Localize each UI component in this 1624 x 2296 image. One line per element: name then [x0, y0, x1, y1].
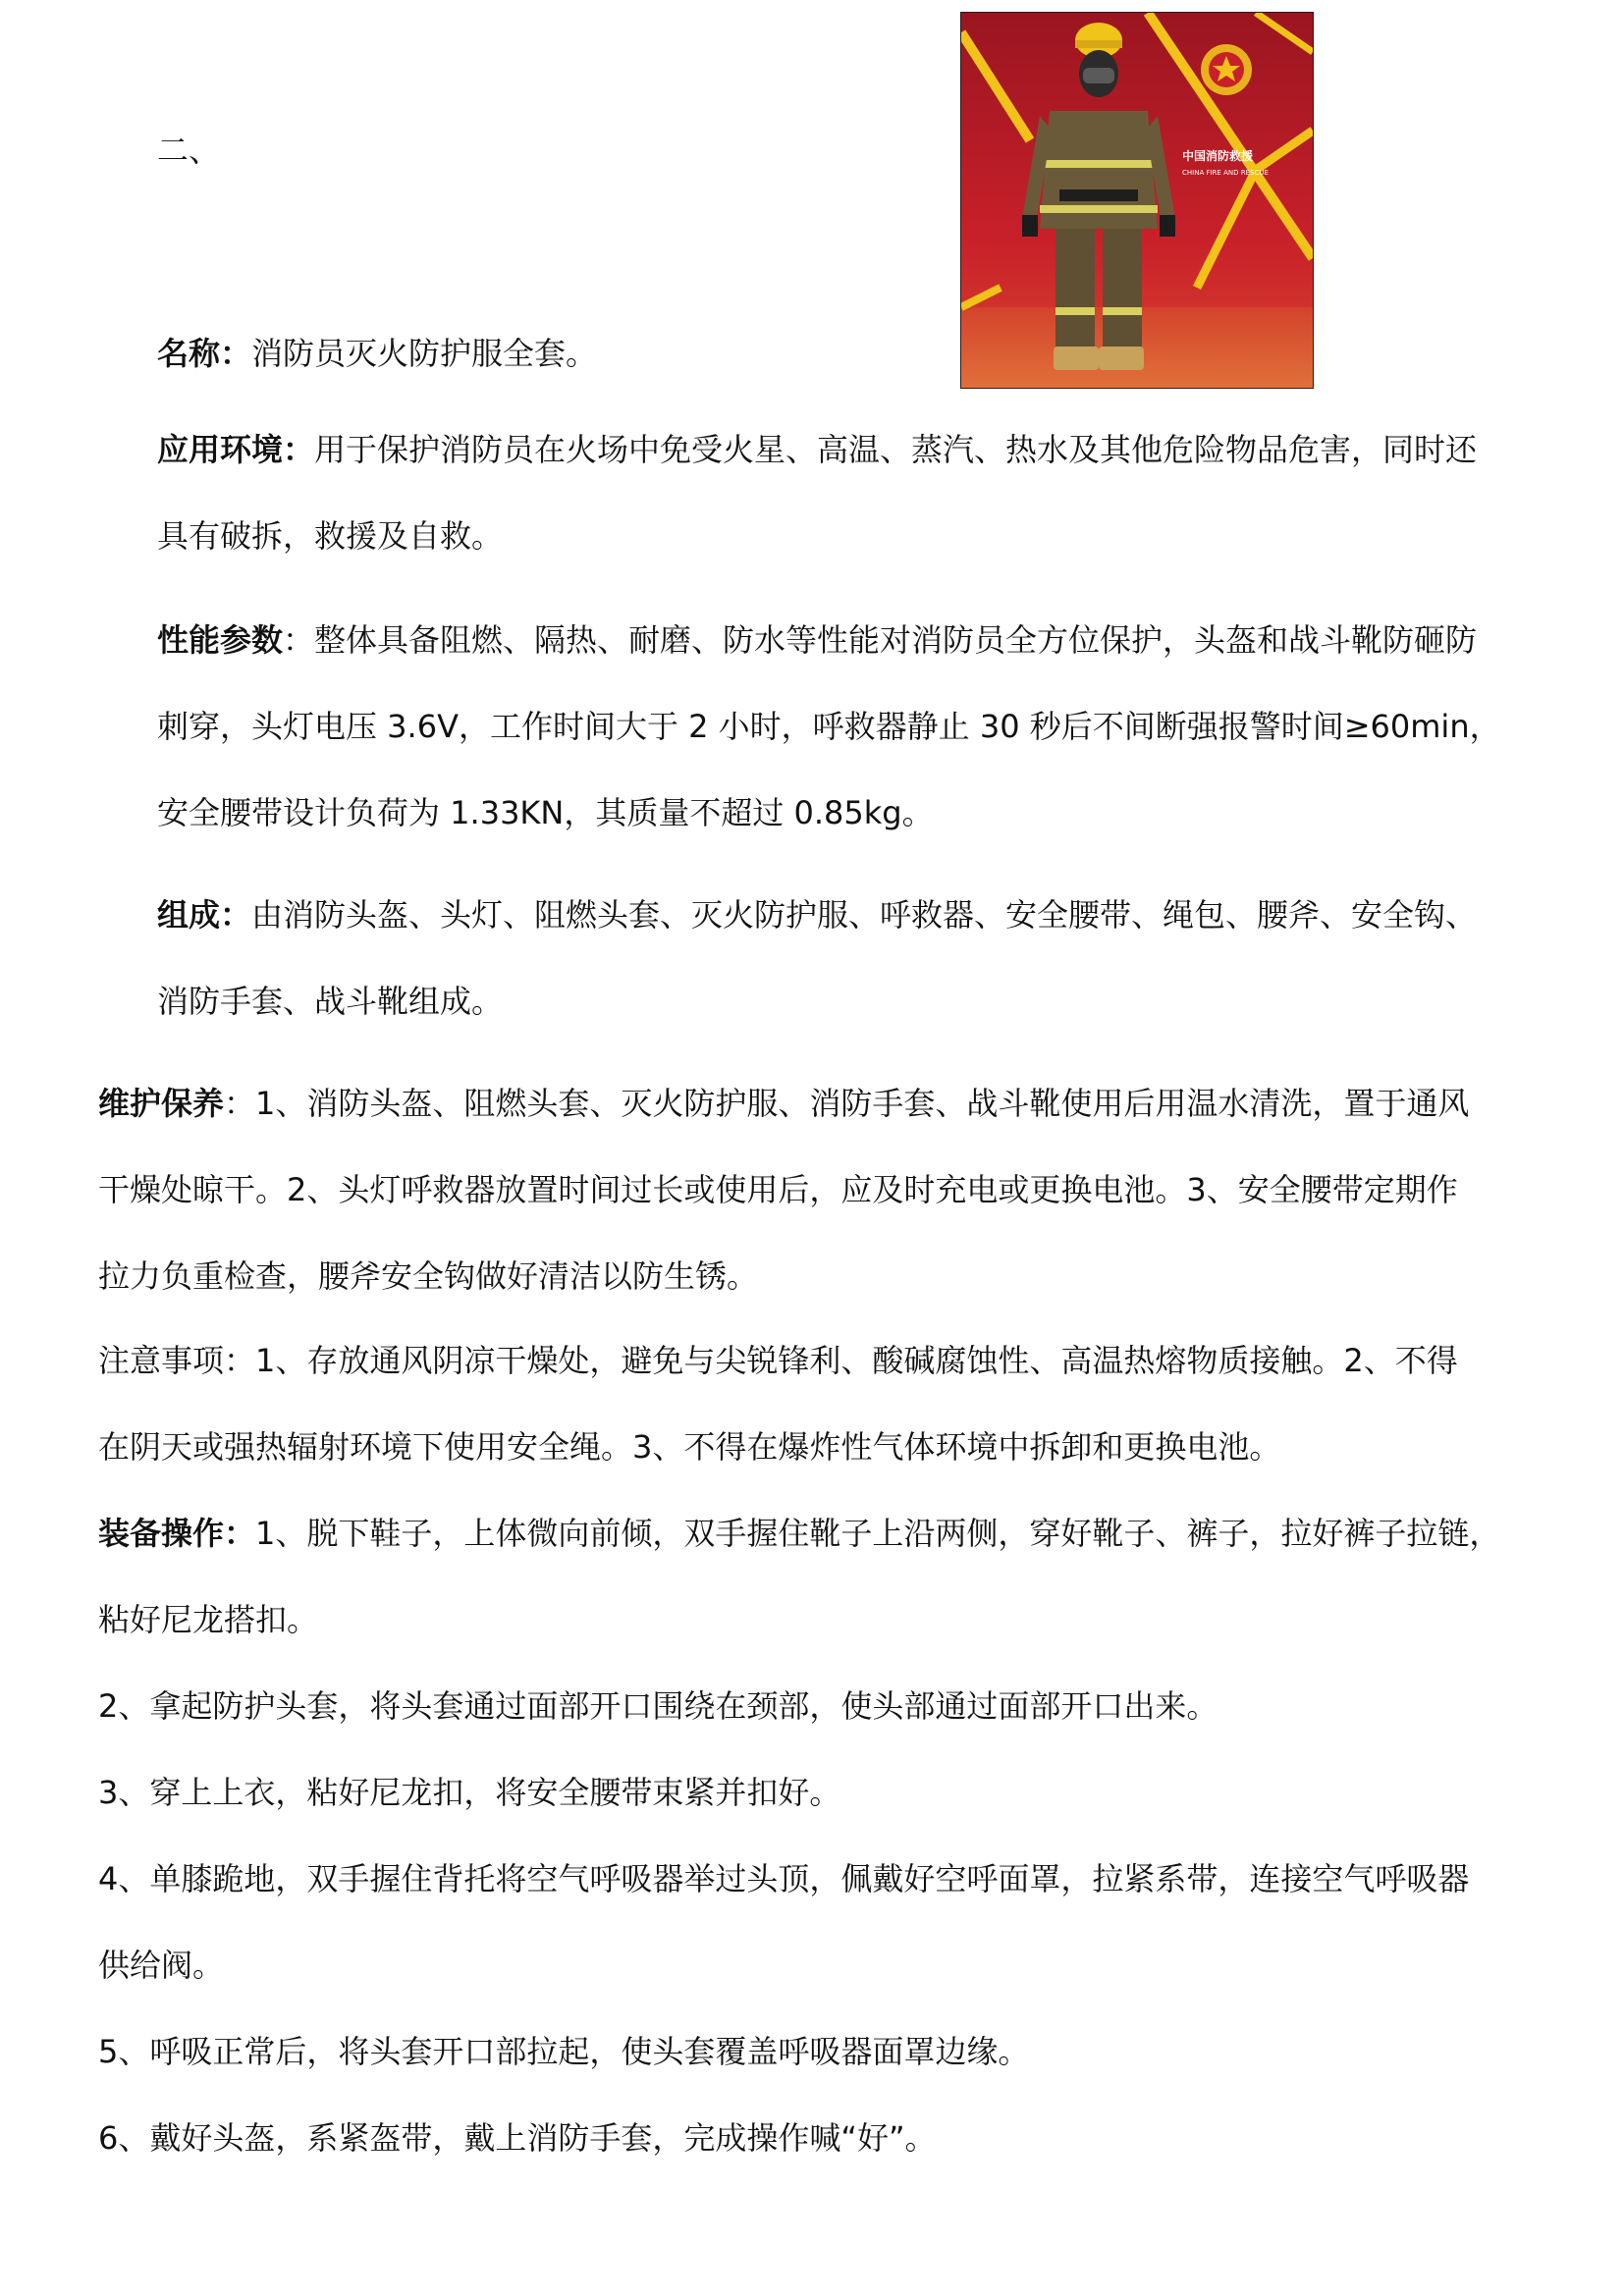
performance-text-line: 刺穿，头灯电压 3.6V，工作时间大于 2 小时，呼救器静止 30 秒后不间断强报警时间≥60min， — [157, 708, 1501, 745]
operation-step-2: 2、拿起防护头套，将头套通过面部开口围绕在颈部，使头部通过面部开口出来。 — [98, 1687, 1218, 1725]
performance-paragraph — [157, 597, 1542, 856]
operation-label: 装备操作： — [98, 1515, 256, 1552]
fire-rescue-emblem — [1201, 44, 1252, 95]
emblem-text-cn: 中国消防救援 — [1182, 149, 1254, 163]
operation-step-line: 粘好尼龙搭扣。 — [98, 1601, 319, 1638]
operation-step-line: 1、脱下鞋子，上体微向前倾，双手握住靴子上沿两侧，穿好靴子、裤子，拉好裤子拉链， — [255, 1515, 1501, 1552]
environment-text-line: 用于保护消防员在火场中免受火星、高温、蒸汽、热水及其他危险物品危害，同时还 — [314, 431, 1478, 468]
maintenance-label: 维护保养 — [98, 1085, 225, 1122]
name-label: 名称： — [157, 335, 252, 372]
name-paragraph — [157, 310, 1542, 397]
maintenance-text-line: 拉力负重检查，腰斧安全钩做好清洁以防生锈。 — [98, 1257, 759, 1295]
precautions-text-line: 在阴天或强热辐射环境下使用安全绳。3、不得在爆炸性气体环境中拆卸和更换电池。 — [98, 1428, 1281, 1466]
maintenance-paragraph — [98, 1060, 1542, 1319]
maintenance-text-line: 干燥处晾干。2、头灯呼救器放置时间过长或使用后，应及时充电或更换电池。3、安全腰带定期作 — [98, 1171, 1458, 1208]
operation-step-5: 5、呼吸正常后，将头套开口部拉起，使头套覆盖呼吸器面罩边缘。 — [98, 2033, 1030, 2070]
composition-text-line: 由消防头盔、头灯、阻燃头套、灭火防护服、呼救器、安全腰带、绳包、腰斧、安全钩、 — [251, 896, 1478, 934]
operation-step-4-cont: 供给阀。 — [98, 1947, 225, 1984]
performance-text-line: ：整体具备阻燃、隔热、耐磨、防水等性能对消防员全方位保护，头盔和战斗靴防砸防 — [283, 621, 1478, 659]
performance-text-line: 安全腰带设计负荷为 1.33KN，其质量不超过 0.85kg。 — [157, 794, 934, 831]
precautions-text-line: 注意事项：1、存放通风阴凉干燥处，避免与尖锐锋利、酸碱腐蚀性、高温热熔物质接触。2、不得 — [98, 1342, 1458, 1379]
performance-label: 性能参数 — [157, 621, 284, 659]
name-text: 消防员灭火防护服全套。 — [251, 335, 598, 372]
operation-step-4: 4、单膝跪地，双手握住背托将空气呼吸器举过头顶，佩戴好空呼面罩，拉紧系带，连接空气呼吸器 — [98, 1860, 1470, 1897]
composition-paragraph — [157, 872, 1542, 1044]
operation-step-3: 3、穿上上衣，粘好尼龙扣，将安全腰带束紧并扣好。 — [98, 1774, 841, 1811]
operation-paragraph — [98, 1490, 1542, 2181]
environment-paragraph — [157, 406, 1542, 579]
maintenance-text-line: ：1、消防头盔、阻燃头套、灭火防护服、消防手套、战斗靴使用后用温水清洗，置于通风 — [224, 1085, 1470, 1122]
environment-label: 应用环境： — [157, 431, 315, 468]
section-number: 二、 — [157, 132, 221, 169]
environment-text-line: 具有破拆，救援及自救。 — [157, 517, 504, 555]
precautions-paragraph — [98, 1317, 1542, 1490]
composition-label: 组成： — [157, 896, 252, 934]
composition-text-line: 消防手套、战斗靴组成。 — [157, 983, 504, 1020]
operation-step-6: 6、戴好头盔，系紧盔带，戴上消防手套，完成操作喊“好”。 — [98, 2119, 937, 2157]
emblem-text-en: CHINA FIRE AND RESCUE — [1182, 169, 1269, 177]
